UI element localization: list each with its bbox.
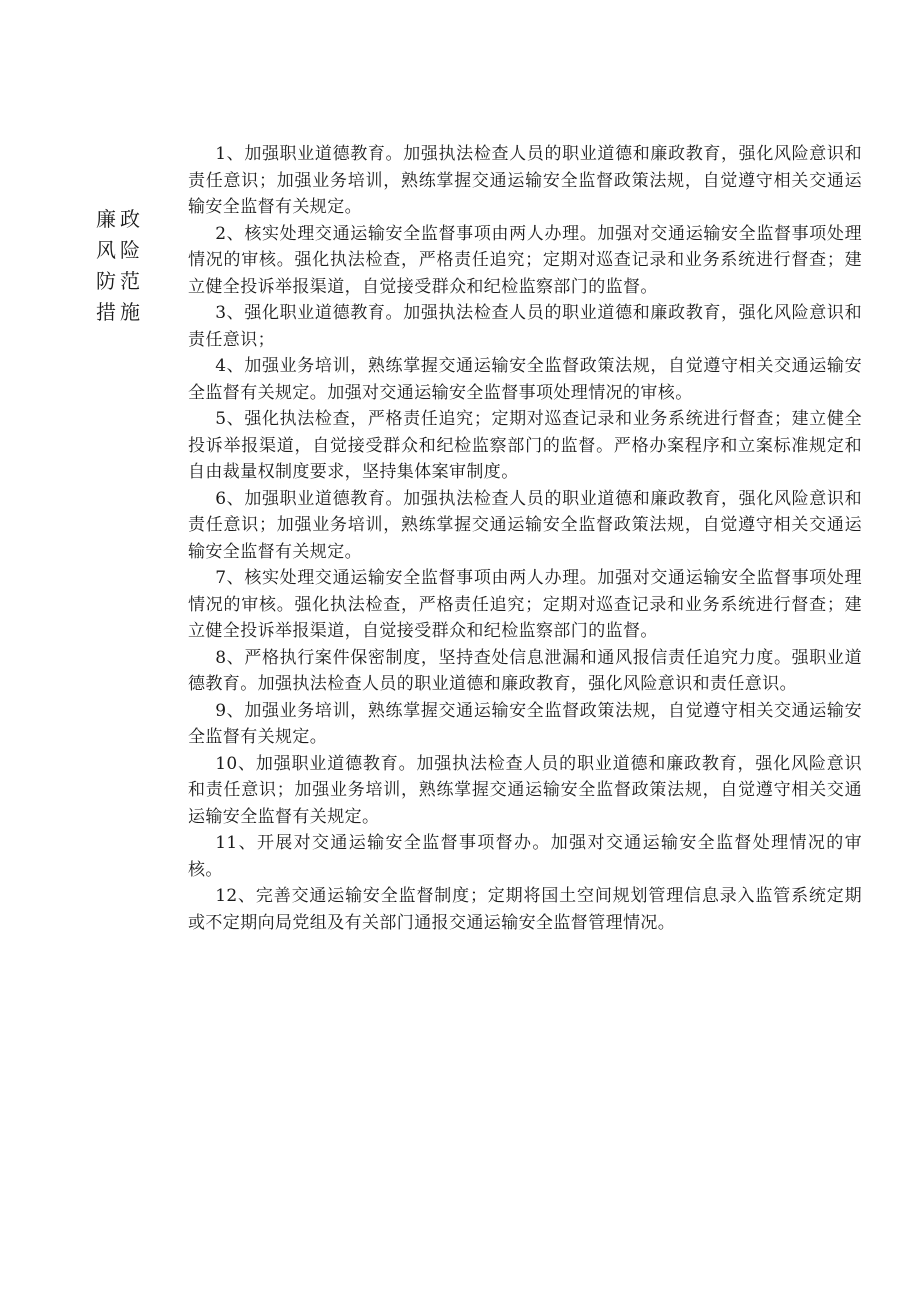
- section-label-line: 措施: [96, 300, 144, 324]
- measure-item-7: 7、核实处理交通运输安全监督事项由两人办理。加强对交通运输安全监督事项处理情况的审核。强化执法检查，严格责任追究；定期对巡查记录和业务系统进行督查；建立健全投诉举报渠道，自觉接受群众和纪检监察部门的监督。: [188, 568, 862, 641]
- measure-item-5: 5、强化执法检查，严格责任追究；定期对巡查记录和业务系统进行督查；建立健全投诉举报渠道，自觉接受群众和纪检监察部门的监督。严格办案程序和立案标准规定和自由裁量权制度要求，坚持集体案审制度。: [188, 409, 862, 482]
- measure-item-9: 9、加强业务培训，熟练掌握交通运输安全监督政策法规，自觉遵守相关交通运输安全监督有关规定。: [188, 700, 862, 747]
- measure-item-11: 11、开展对交通运输安全监督事项督办。加强对交通运输安全监督处理情况的审核。: [188, 833, 862, 880]
- section-label-line: 防范: [96, 269, 144, 293]
- measure-item-8: 8、严格执行案件保密制度，坚持查处信息泄漏和通风报信责任追究力度。强职业道德教育。加强执法检查人员的职业道德和廉政教育，强化风险意识和责任意识。: [188, 647, 862, 694]
- section-label: [96, 204, 158, 328]
- measure-item-1: 1、加强职业道德教育。加强执法检查人员的职业道德和廉政教育，强化风险意识和责任意识；加强业务培训，熟练掌握交通运输安全监督政策法规，自觉遵守相关交通运输安全监督有关规定。: [188, 144, 862, 217]
- measure-item-10: 10、加强职业道德教育。加强执法检查人员的职业道德和廉政教育，强化风险意识和责任意识；加强业务培训，熟练掌握交通运输安全监督政策法规，自觉遵守相关交通运输安全监督有关规定。: [188, 753, 862, 827]
- measure-item-3: 3、强化职业道德教育。加强执法检查人员的职业道德和廉政教育，强化风险意识和责任意识；: [188, 303, 862, 350]
- section-label-line: 廉政: [96, 207, 144, 231]
- section-label-line: 风险: [96, 238, 144, 262]
- measure-item-2: 2、核实处理交通运输安全监督事项由两人办理。加强对交通运输安全监督事项处理情况的审核。强化执法检查，严格责任追究；定期对巡查记录和业务系统进行督查；建立健全投诉举报渠道，自觉接受群众和纪检监察部门的监督。: [188, 223, 862, 297]
- measure-item-12: 12、完善交通运输安全监督制度；定期将国土空间规划管理信息录入监管系统定期或不定期向局党组及有关部门通报交通运输安全监督管理情况。: [188, 886, 862, 933]
- measure-item-6: 6、加强职业道德教育。加强执法检查人员的职业道德和廉政教育，强化风险意识和责任意识；加强业务培训，熟练掌握交通运输安全监督政策法规，自觉遵守相关交通运输安全监督有关规定。: [188, 488, 862, 562]
- measures-list: [188, 141, 862, 936]
- measure-item-4: 4、加强业务培训，熟练掌握交通运输安全监督政策法规，自觉遵守相关交通运输安全监督有关规定。加强对交通运输安全监督事项处理情况的审核。: [188, 356, 862, 403]
